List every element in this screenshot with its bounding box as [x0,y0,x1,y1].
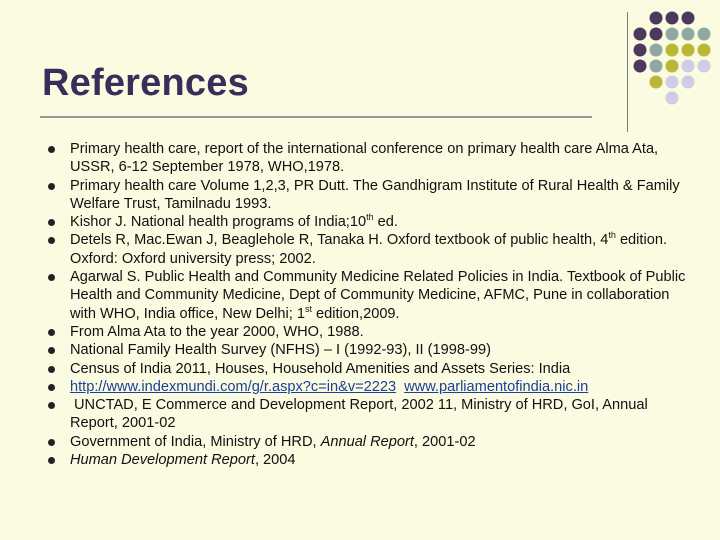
decorative-dot [698,28,711,41]
parliament-link[interactable]: www.parliamentofindia.nic.in [404,378,589,395]
title-underline-rule [40,116,592,118]
decorative-dot [650,76,663,89]
decorative-dot [666,44,679,57]
bullet-icon [48,183,55,190]
reference-text-tail: edition. Oxford: Oxford university press; 2002. [70,232,668,267]
decorative-dot [698,60,711,73]
decorative-dot [682,28,695,41]
reference-item [48,451,688,469]
reference-item [48,177,688,214]
decorative-dot [634,28,647,41]
ordinal-suffix: st [304,303,312,314]
decorative-dot [682,60,695,73]
decorative-dot [682,12,695,25]
decorative-dot [634,44,647,57]
bullet-icon [48,366,55,373]
indexmundi-link[interactable]: http://www.indexmundi.com/g/r.aspx?c=in&v=2223 [70,378,397,395]
reference-text-tail: , 2004 [254,452,296,469]
reference-text: Primary health care, report of the international conference on primary health care Alma Ata, USSR, 6-12 September 1978, WHO,1978. [70,141,659,176]
bullet-icon [48,146,55,153]
bullet-icon [48,347,55,354]
reference-item [48,378,688,396]
reference-item [48,433,688,451]
bullet-icon [48,402,55,409]
reference-text-tail: ed. [373,214,398,231]
decorative-dot [666,28,679,41]
decorative-dot [682,44,695,57]
decorative-dot [666,92,679,105]
bullet-icon [48,457,55,464]
decorative-dot [666,12,679,25]
decorative-dot [650,28,663,41]
slide-title: References [42,62,249,104]
ordinal-suffix: th [366,212,374,223]
decorative-dot [682,76,695,89]
decorative-dot [634,60,647,73]
bullet-icon [48,274,55,281]
reference-text: Agarwal S. Public Health and Community Medicine Related Policies in India. Textbook of Public Health and Community Medicine, Dept of Community Medicine, AFMC, Pune in collaboration with WHO, India office, New Delhi; 1 [70,269,686,322]
decorative-dot [666,76,679,89]
reference-item [48,268,688,323]
decorative-dot [650,60,663,73]
reference-list [48,140,688,469]
reference-text: Detels R, Mac.Ewan J, Beaglehole R, Tanaka H. Oxford textbook of public health, 4 [70,232,609,249]
reference-text-tail: edition,2009. [311,305,400,322]
reference-text: UNCTAD, E Commerce and Development Report, 2002 11, Ministry of HRD, GoI, Annual Report, 2001-02 [70,397,648,432]
decorative-dot [650,12,663,25]
bullet-icon [48,329,55,336]
reference-text-tail: , 2001-02 [413,433,476,450]
reference-item [48,213,688,231]
reference-item [48,396,688,433]
title-vertical-rule [627,12,628,132]
reference-emphasis: Human Development Report [70,452,255,469]
reference-text: Government of India, Ministry of HRD, [70,433,321,450]
reference-text: Primary health care Volume 1,2,3, PR Dutt. The Gandhigram Institute of Rural Health & Family Welfare Trust, Tamilnadu 1993. [70,177,680,212]
bullet-icon [48,384,55,391]
reference-text: Census of India 2011, Houses, Household Amenities and Assets Series: India [70,360,571,377]
reference-emphasis: Annual Report [320,433,414,450]
reference-text: From Alma Ata to the year 2000, WHO, 1988. [70,323,364,340]
ordinal-suffix: th [608,230,616,241]
reference-text: National Family Health Survey (NFHS) – I (1992-93), II (1998-99) [70,342,491,359]
reference-text: Kishor J. National health programs of India;10 [70,214,367,231]
reference-item [48,140,688,177]
decorative-dot [698,44,711,57]
reference-item [48,231,688,268]
bullet-icon [48,439,55,446]
reference-item [48,323,688,341]
reference-item [48,360,688,378]
bullet-icon [48,237,55,244]
reference-item [48,341,688,359]
decorative-dot [666,60,679,73]
decorative-dot [650,44,663,57]
bullet-icon [48,219,55,226]
